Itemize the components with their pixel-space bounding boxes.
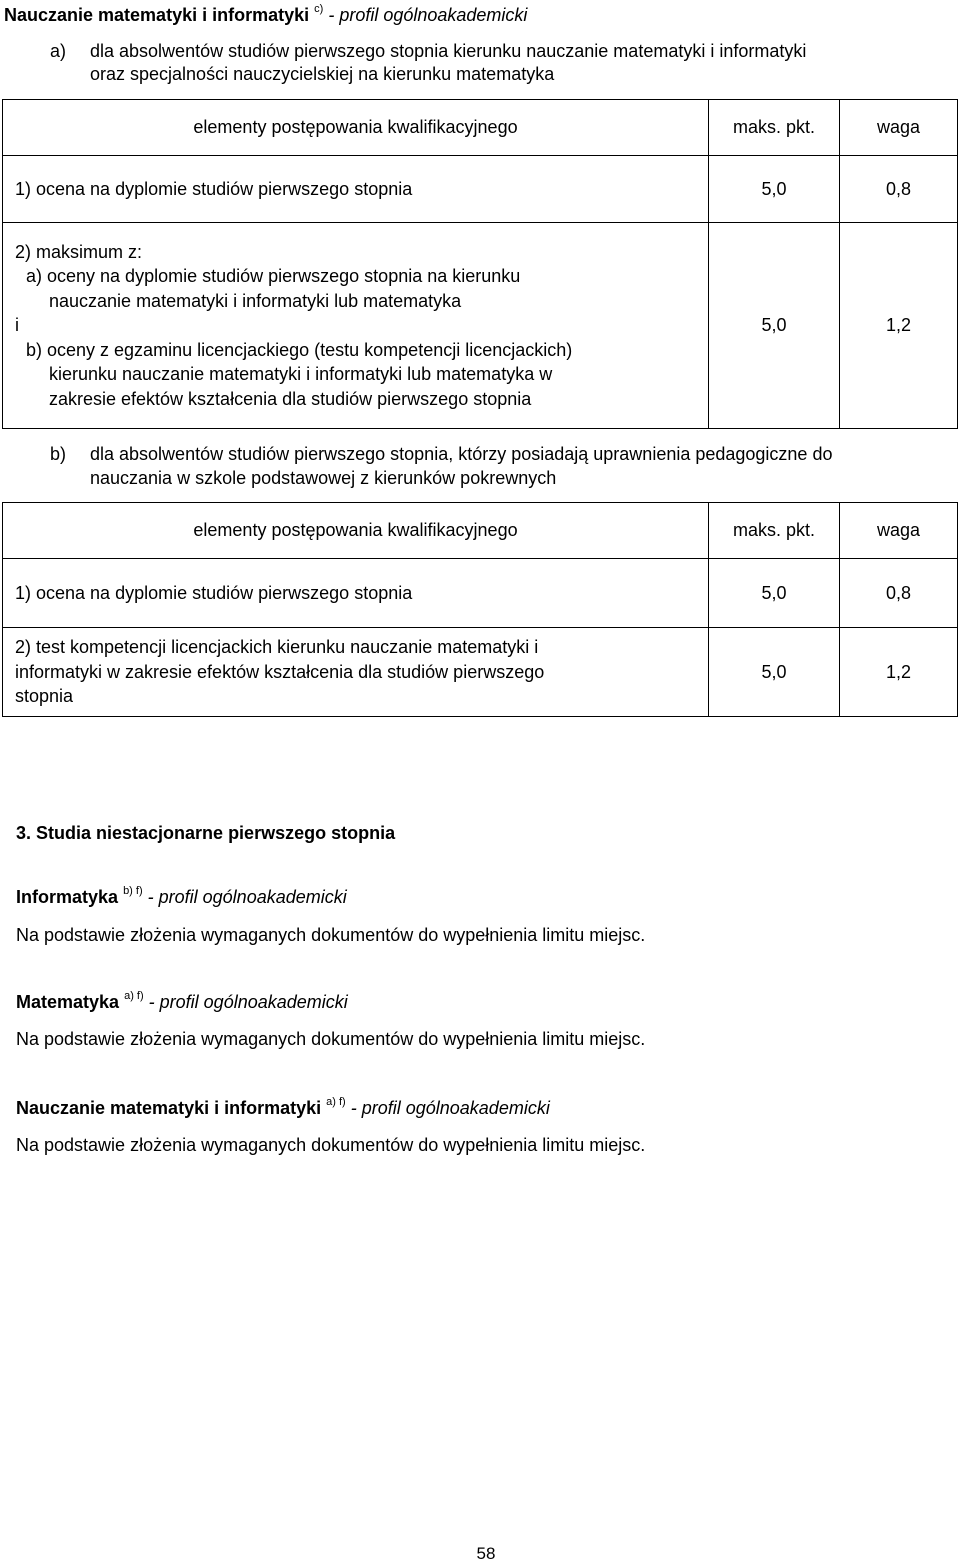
row-weight: 1,2	[840, 223, 958, 429]
part-b-marker: b)	[50, 444, 67, 464]
col-header-weight: waga	[840, 100, 958, 156]
col-header-max-points: maks. pkt.	[709, 503, 840, 559]
row-label	[3, 628, 709, 717]
qualification-table-a	[2, 99, 958, 429]
col-header-elements: elementy postępowania kwalifikacyjnego	[3, 100, 709, 156]
row-label-line: kierunku nauczanie matematyki i informatyki lub matematyka w	[49, 364, 553, 385]
program-profile: - profil ogólnoakademicki	[350, 1098, 550, 1118]
table-row	[3, 223, 958, 429]
section-title	[4, 4, 527, 26]
row-label: 1) ocena na dyplomie studiów pierwszego stopnia	[3, 559, 709, 628]
program-note: Na podstawie złożenia wymaganych dokumentów do wypełnienia limitu miejsc.	[16, 925, 646, 945]
page-number: 58	[476, 1544, 496, 1563]
program-footnote: a) f)	[326, 1096, 346, 1108]
row-max-points: 5,0	[709, 156, 840, 223]
table-row	[3, 559, 958, 628]
part-a-line1: dla absolwentów studiów pierwszego stopnia kierunku nauczanie matematyki i informatyki	[90, 41, 807, 61]
program-footnote: b) f)	[123, 885, 143, 897]
row-max-points: 5,0	[709, 559, 840, 628]
row-label-line: a) oceny na dyplomie studiów pierwszego stopnia na kierunku	[26, 266, 521, 287]
row-label-line: informatyki w zakresie efektów kształcenia dla studiów pierwszego	[15, 661, 545, 682]
table-header-row	[3, 503, 958, 559]
row-label-line: i	[15, 315, 19, 336]
program-name: Informatyka	[16, 887, 119, 907]
row-label-line: b) oceny z egzaminu licencjackiego (testu kompetencji licencjackich)	[26, 339, 573, 360]
table-row	[3, 628, 958, 717]
program-title	[16, 991, 348, 1013]
row-label-line: 2) maksimum z:	[15, 241, 143, 262]
section-title-text: Nauczanie matematyki i informatyki	[4, 5, 310, 25]
program-footnote: a) f)	[124, 990, 144, 1002]
part-a-marker: a)	[50, 41, 67, 61]
col-header-elements: elementy postępowania kwalifikacyjnego	[3, 503, 709, 559]
row-label-line: stopnia	[15, 686, 74, 707]
qualification-table-b	[2, 502, 958, 717]
program-profile: - profil ogólnoakademicki	[148, 992, 348, 1012]
section-3-heading-text: 3. Studia niestacjonarne pierwszego stopnia	[16, 823, 396, 843]
part-b-line2: nauczania w szkole podstawowej z kierunków pokrewnych	[90, 468, 557, 488]
row-label: 1) ocena na dyplomie studiów pierwszego stopnia	[3, 156, 709, 223]
program-name: Nauczanie matematyki i informatyki	[16, 1098, 322, 1118]
program-name: Matematyka	[16, 992, 120, 1012]
row-label-line: nauczanie matematyki i informatyki lub matematyka	[49, 290, 462, 311]
table-row	[3, 156, 958, 223]
table-header-row	[3, 100, 958, 156]
row-weight: 1,2	[840, 628, 958, 717]
section-title-profile: - profil ogólnoakademicki	[328, 5, 528, 25]
program-note: Na podstawie złożenia wymaganych dokumentów do wypełnienia limitu miejsc.	[16, 1029, 646, 1049]
program-note: Na podstawie złożenia wymaganych dokumentów do wypełnienia limitu miejsc.	[16, 1135, 646, 1155]
row-max-points: 5,0	[709, 628, 840, 717]
col-header-max-points: maks. pkt.	[709, 100, 840, 156]
row-max-points: 5,0	[709, 223, 840, 429]
row-weight: 0,8	[840, 156, 958, 223]
section-title-footnote: c)	[314, 3, 324, 15]
row-label	[3, 223, 709, 429]
program-profile: - profil ogólnoakademicki	[147, 887, 347, 907]
part-b-line1: dla absolwentów studiów pierwszego stopnia, którzy posiadają uprawnienia pedagogiczne do	[90, 444, 833, 464]
row-label-line: zakresie efektów kształcenia dla studiów pierwszego stopnia	[49, 388, 532, 409]
row-weight: 0,8	[840, 559, 958, 628]
part-a-line2: oraz specjalności nauczycielskiej na kierunku matematyka	[90, 64, 555, 84]
section-3-heading	[16, 822, 395, 844]
program-title	[16, 886, 347, 908]
col-header-weight: waga	[840, 503, 958, 559]
row-label-line: 2) test kompetencji licencjackich kierunku nauczanie matematyki i	[15, 637, 539, 658]
program-title	[16, 1097, 550, 1119]
